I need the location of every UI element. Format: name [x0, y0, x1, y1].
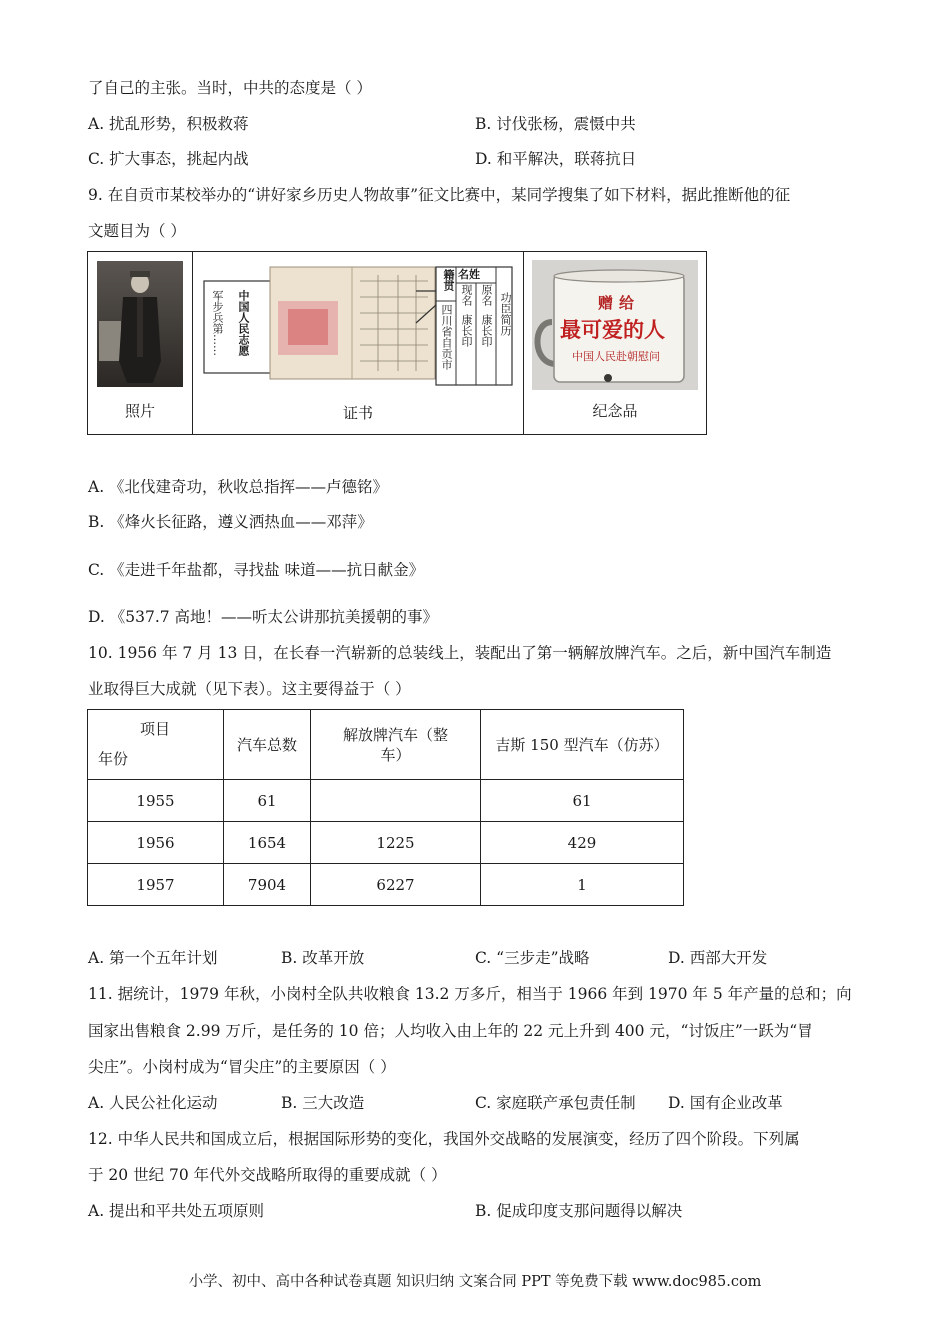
certificate-origin-header: 籍贯 — [442, 269, 455, 291]
q9-option-c: C. 《走进千年盐都，寻找盐 味道——抗日献金》 — [88, 561, 425, 579]
q11-option-b: B. 三大改造 — [281, 1094, 365, 1112]
header-jisi: 吉斯 150 型汽车（仿苏） — [481, 710, 684, 780]
q10-stem-line1: 10. 1956 年 7 月 13 日，在长春一汽崭新的总装线上，装配出了第一辆解放牌汽车。之后，新中国汽车制造 — [88, 644, 832, 662]
car-production-table — [87, 709, 684, 906]
q11-option-d: D. 国有企业改革 — [668, 1094, 783, 1112]
cell-jiefang: 6227 — [311, 864, 481, 906]
q10-option-c: C. “三步走”战略 — [475, 949, 590, 967]
certificate-resume-label: 功臣简历 — [499, 292, 512, 336]
cell-jisi: 1 — [481, 864, 684, 906]
q12-stem-line1: 12. 中华人民共和国成立后，根据国际形势的变化，我国外交战略的发展演变，经历了四个阶段。下列属 — [88, 1130, 800, 1148]
q8-stem-tail: 了自己的主张。当时，中共的态度是（ ） — [88, 79, 372, 97]
q10-option-a: A. 第一个五年计划 — [88, 949, 218, 967]
cell-jiefang — [311, 780, 481, 822]
corner-label-year: 年份 — [98, 750, 129, 768]
q8-option-a: A. 扰乱形势，积极救蒋 — [88, 115, 249, 133]
page-footer: 小学、初中、高中各种试卷真题 知识归纳 文案合同 PPT 等免费下载 www.doc985.com — [188, 1274, 762, 1290]
q11-stem-line1: 11. 据统计，1979 年秋，小岗村全队共收粮食 13.2 万多斤，相当于 1966 年到 1970 年 5 年产量的总和；向 — [88, 985, 852, 1003]
certificate-origin-place: 四川省自贡市 — [440, 304, 453, 370]
cell-year: 1957 — [88, 864, 224, 906]
q12-stem-line2: 于 20 世纪 70 年代外交战略所取得的重要成就（ ） — [88, 1166, 447, 1184]
certificate-cell — [193, 252, 524, 434]
header-total: 汽车总数 — [224, 710, 311, 780]
q9-option-a: A. 《北伐建奇功，秋收总指挥——卢德铭》 — [88, 478, 389, 496]
q11-stem-line3: 尖庄”。小岗村成为“冒尖庄”的主要原因（ ） — [88, 1058, 396, 1076]
q9-stem-line1: 9. 在自贡市某校举办的“讲好家乡历史人物故事”征文比赛中，某同学搜集了如下材料，据此推断他的征 — [88, 186, 791, 204]
certificate-name-now: 康长印 — [460, 314, 473, 347]
cell-jiefang: 1225 — [311, 822, 481, 864]
header-jiefang-line1: 解放牌汽车（整 — [342, 725, 448, 744]
table-row — [88, 864, 684, 906]
q9-stem-line2: 文题目为（ ） — [88, 222, 186, 240]
q11-option-a: A. 人民公社化运动 — [88, 1094, 218, 1112]
certificate-caption: 证书 — [342, 404, 373, 422]
q8-option-c: C. 扩大事态，挑起内战 — [88, 150, 249, 168]
q10-option-b: B. 改革开放 — [281, 949, 365, 967]
certificate-name-orig: 康长印 — [480, 314, 493, 347]
certificate-name-header: 名姓 — [458, 268, 480, 281]
header-jiefang-line2: 车） — [380, 745, 411, 764]
photo-caption: 照片 — [124, 402, 155, 420]
table-corner-cell — [88, 710, 224, 780]
table-header-row — [88, 710, 684, 780]
q9-option-d: D. 《537.7 高地！——听太公讲那抗美援朝的事》 — [88, 608, 439, 626]
cell-total: 61 — [224, 780, 311, 822]
certificate-callout-mid: 中国人民志愿 — [237, 290, 250, 356]
q8-option-b: B. 讨伐张杨，震慑中共 — [475, 115, 636, 133]
table-row — [88, 780, 684, 822]
q8-option-d: D. 和平解决，联蒋抗日 — [475, 150, 637, 168]
q10-stem-line2: 业取得巨大成就（见下表）。这主要得益于（ ） — [88, 680, 411, 698]
corner-label-item: 项目 — [140, 720, 171, 738]
q12-option-b: B. 促成印度支那问题得以解决 — [475, 1202, 683, 1220]
souvenir-cell — [524, 252, 706, 434]
q11-stem-line2: 国家出售粮食 2.99 万斤，是任务的 10 倍；人均收入由上年的 22 元上升到 400 元，“讨饭庄”一跃为“冒 — [88, 1022, 813, 1040]
soldier-photo — [97, 261, 183, 387]
q9-material-figure — [87, 251, 707, 435]
table-row — [88, 822, 684, 864]
header-jiefang — [311, 710, 481, 780]
certificate-now-label: 现名 — [460, 284, 473, 306]
cell-year: 1955 — [88, 780, 224, 822]
q12-option-a: A. 提出和平共处五项原则 — [88, 1202, 265, 1220]
photo-cell — [88, 252, 193, 434]
cell-jisi: 61 — [481, 780, 684, 822]
mug-text-line1: 赠给 — [598, 294, 641, 312]
cell-total: 7904 — [224, 864, 311, 906]
certificate-orig-label: 原名 — [480, 284, 493, 306]
mug-text-line2: 最可爱的人 — [560, 317, 665, 342]
q9-option-b: B. 《烽火长征路，遵义洒热血——邓萍》 — [88, 513, 373, 531]
q11-option-c: C. 家庭联产承包责任制 — [475, 1094, 636, 1112]
cell-total: 1654 — [224, 822, 311, 864]
certificate-callout-left: 军步兵第…… — [211, 290, 224, 356]
q10-option-d: D. 西部大开发 — [668, 949, 768, 967]
cell-year: 1956 — [88, 822, 224, 864]
cell-jisi: 429 — [481, 822, 684, 864]
mug-text-line3: 中国人民赴朝慰问 — [572, 350, 660, 363]
souvenir-caption: 纪念品 — [592, 402, 638, 420]
